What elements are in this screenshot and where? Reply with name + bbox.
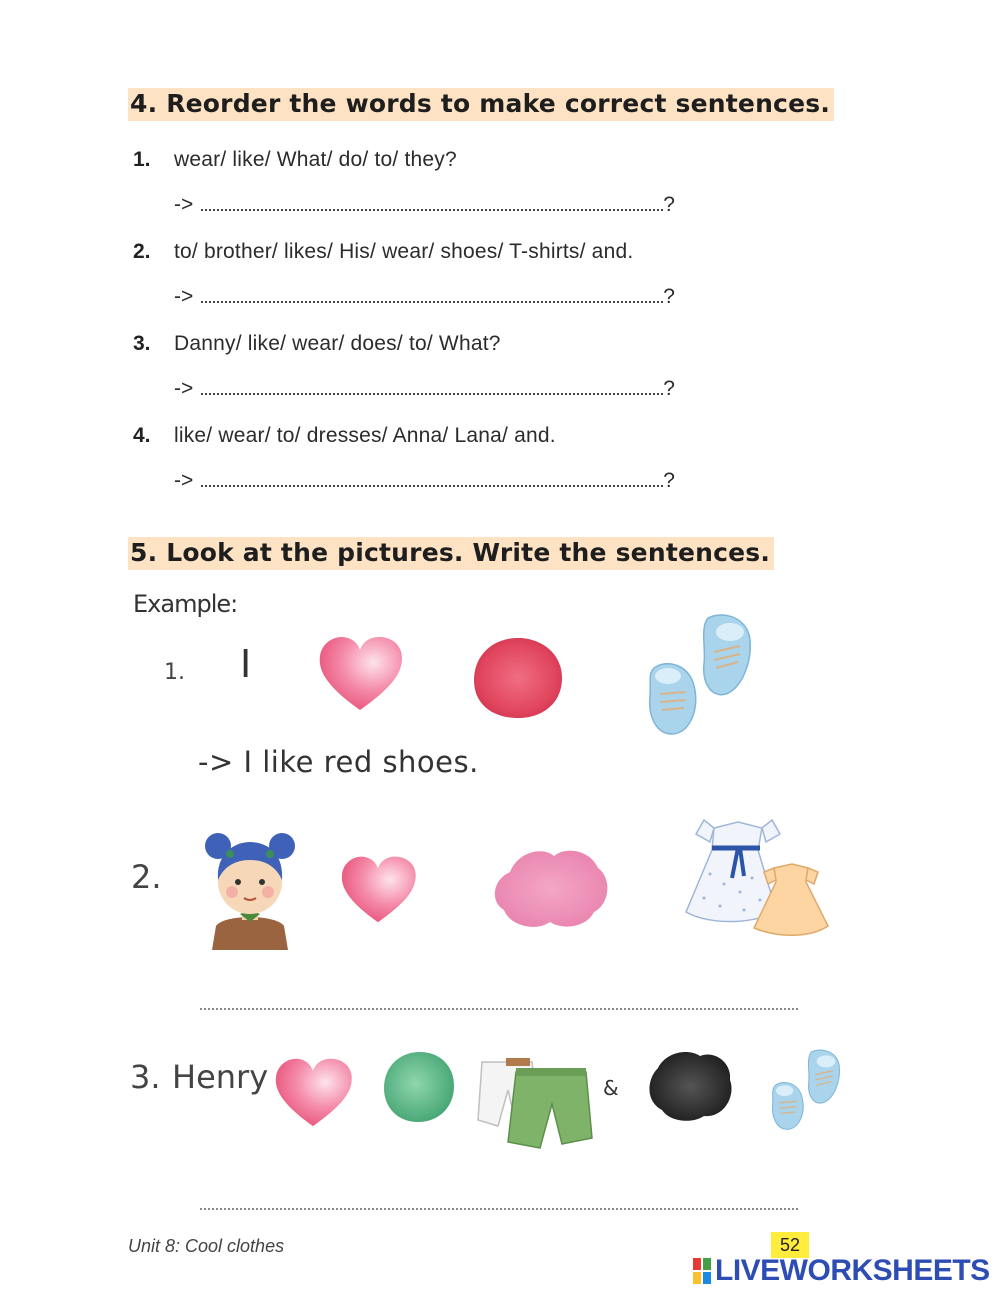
answer-blank[interactable] <box>201 469 663 487</box>
shorts-icon <box>476 1054 596 1152</box>
answer-line-3[interactable] <box>174 377 675 401</box>
heart-icon <box>338 854 418 924</box>
question-3-number: 3. <box>133 332 151 355</box>
pink-color-blot <box>490 842 612 932</box>
heart-icon <box>316 634 404 712</box>
answer-blank[interactable] <box>201 377 663 395</box>
brand-name: LIVEWORKSHEETS <box>715 1254 990 1287</box>
page-number: 52 <box>771 1232 809 1258</box>
answer-arrow: -> <box>174 285 194 308</box>
row-1-subject: I <box>240 642 252 686</box>
ampersand: & <box>603 1076 619 1100</box>
answer-end-mark: ? <box>663 469 675 492</box>
example-label: Example: <box>133 590 238 618</box>
answer-blank-row-3[interactable] <box>200 1206 798 1210</box>
row-1-number: 1. <box>164 660 185 685</box>
row-3-number: 3. <box>130 1058 161 1096</box>
answer-blank[interactable] <box>201 285 663 303</box>
answer-end-mark: ? <box>663 377 675 400</box>
question-2-number: 2. <box>133 240 151 263</box>
answer-arrow: -> <box>174 377 194 400</box>
question-1-text: wear/ like/ What/ do/ to/ they? <box>174 148 457 171</box>
question-4-text: like/ wear/ to/ dresses/ Anna/ Lana/ and. <box>174 424 556 447</box>
row-2-number: 2. <box>131 858 162 896</box>
question-3-text: Danny/ like/ wear/ does/ to/ What? <box>174 332 501 355</box>
row-3-subject: Henry <box>172 1058 269 1096</box>
question-4-number: 4. <box>133 424 151 447</box>
baby-shoes-icon <box>770 1048 842 1132</box>
red-color-blot <box>472 636 564 720</box>
answer-line-1[interactable] <box>174 193 675 217</box>
answer-end-mark: ? <box>663 285 675 308</box>
answer-arrow: -> <box>174 469 194 492</box>
liveworksheets-logo[interactable] <box>693 1254 990 1288</box>
dresses-icon <box>680 814 832 954</box>
section-5-title: 5. Look at the pictures. Write the sentences. <box>128 537 774 570</box>
green-color-blot <box>382 1050 456 1124</box>
girl-avatar <box>202 830 298 952</box>
answer-blank-row-2[interactable] <box>200 1006 798 1010</box>
baby-shoes-icon <box>646 612 754 738</box>
answer-line-2[interactable] <box>174 285 675 309</box>
answer-arrow: -> <box>174 193 194 216</box>
unit-footer: Unit 8: Cool clothes <box>128 1236 285 1256</box>
example-answer: -> I like red shoes. <box>198 745 479 779</box>
heart-icon <box>272 1056 354 1128</box>
question-1-number: 1. <box>133 148 151 171</box>
answer-line-4[interactable] <box>174 469 675 493</box>
answer-end-mark: ? <box>663 193 675 216</box>
question-2-text: to/ brother/ likes/ His/ wear/ shoes/ T-shirts/ and. <box>174 240 634 263</box>
answer-blank[interactable] <box>201 193 663 211</box>
black-color-blot <box>644 1046 734 1124</box>
section-4-title: 4. Reorder the words to make correct sentences. <box>128 88 834 121</box>
logo-mark-icon <box>693 1258 711 1284</box>
